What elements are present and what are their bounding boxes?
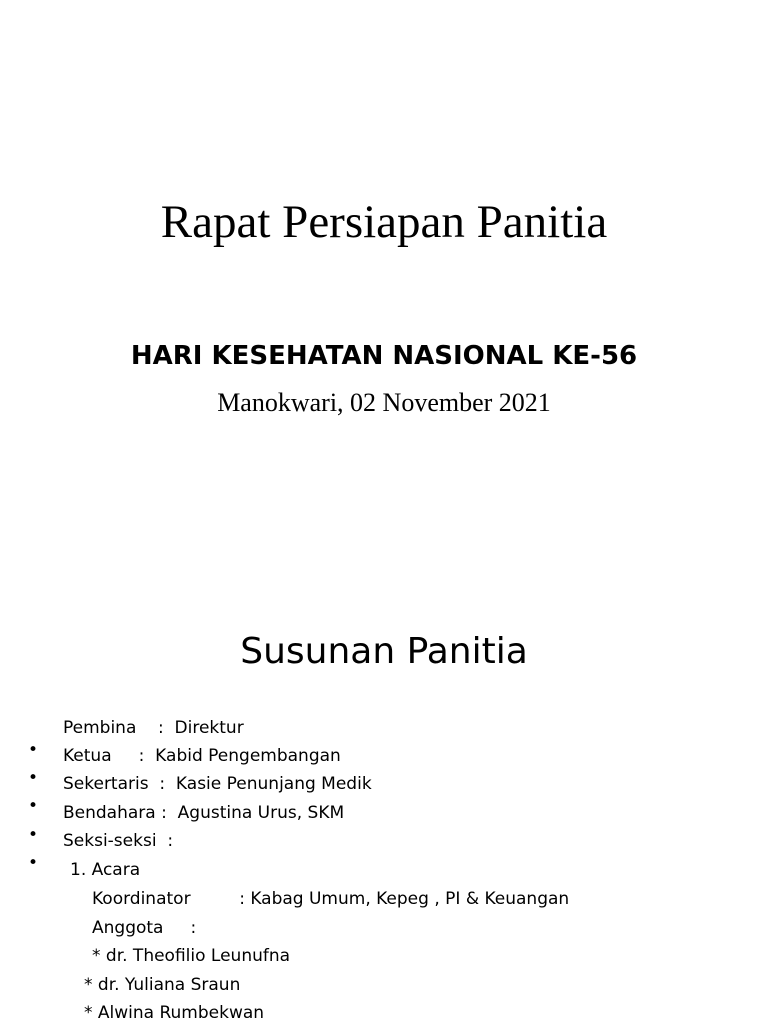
- list-item-text: Pembina : Direktur: [63, 718, 244, 738]
- bullet-icon: •: [28, 768, 39, 788]
- slide-subtitle: HARI KESEHATAN NASIONAL KE-56: [130, 341, 638, 371]
- list-item: [0, 717, 244, 760]
- slide-date: Manokwari, 02 November 2021: [217, 388, 551, 417]
- section-heading: 1. Acara: [70, 860, 141, 880]
- list-item-text: Sekertaris : Kasie Penunjang Medik: [63, 774, 372, 794]
- members-label: Anggota :: [92, 918, 197, 938]
- list-item-text: Ketua : Kabid Pengembangan: [63, 746, 341, 766]
- member-item: * dr. Theofilio Leunufna: [92, 946, 291, 966]
- coordinator-line: Koordinator : Kabag Umum, Kepeg , PI & Keuangan: [92, 889, 570, 909]
- committee-slide: [0, 600, 768, 1024]
- bullet-icon: •: [28, 796, 39, 816]
- slide-title: Rapat Persiapan Panitia: [160, 196, 608, 248]
- committee-title: Susunan Panitia: [240, 631, 528, 672]
- member-item: * dr. Yuliana Sraun: [84, 975, 241, 995]
- title-slide: [0, 0, 768, 440]
- bullet-icon: •: [28, 740, 39, 760]
- list-item-text: Bendahara : Agustina Urus, SKM: [63, 803, 345, 823]
- bullet-icon: •: [28, 825, 39, 845]
- bullet-icon: •: [28, 853, 39, 873]
- list-item-text: Seksi-seksi :: [63, 831, 174, 851]
- member-item: * Alwina Rumbekwan: [84, 1003, 265, 1023]
